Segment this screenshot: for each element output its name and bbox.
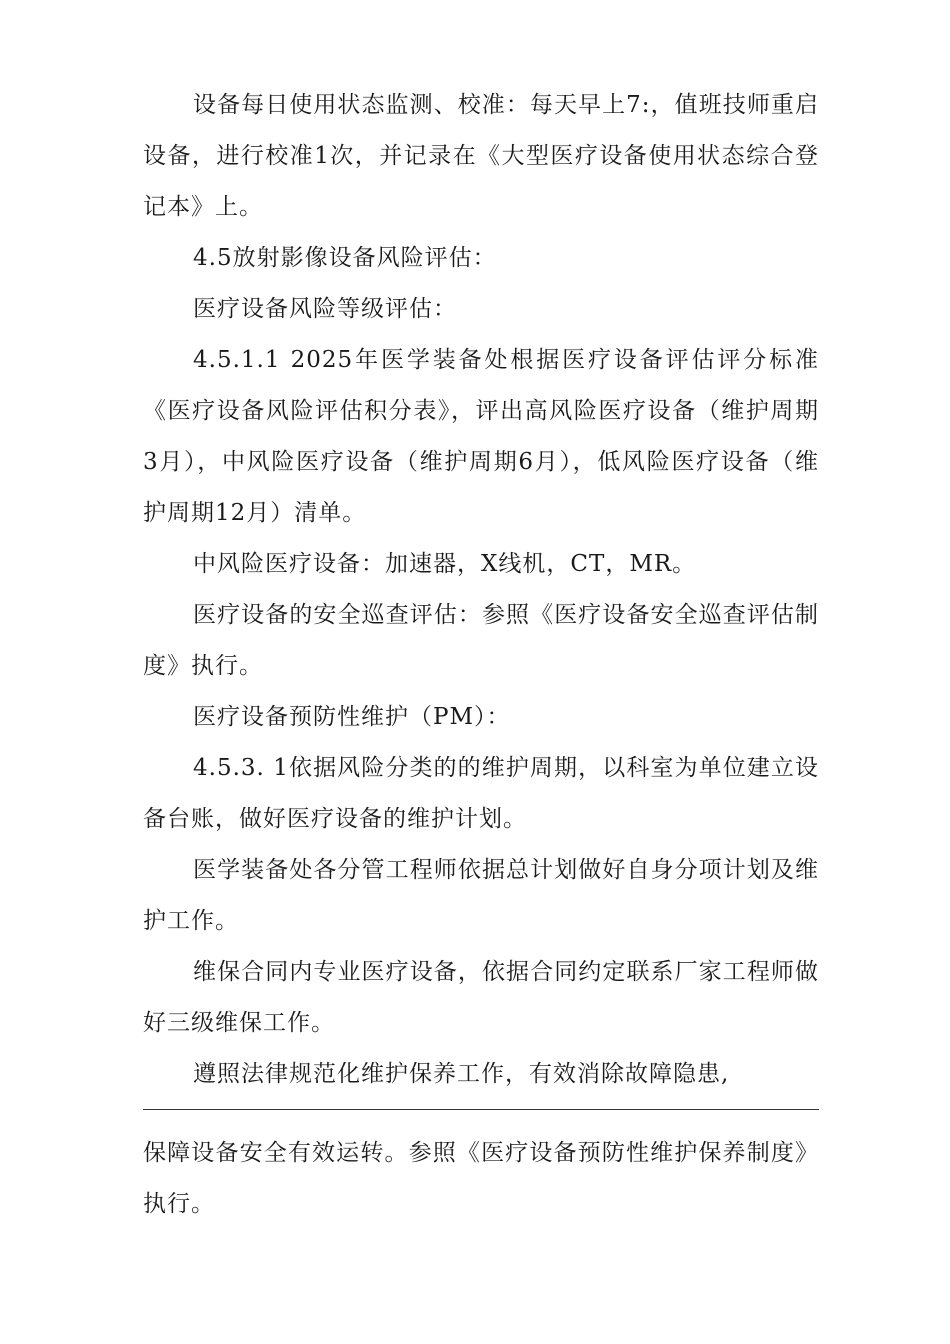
paragraph-engineer-plan: 医学装备处各分管工程师依据总计划做好自身分项计划及维护工作。 (143, 857, 819, 934)
paragraph-legal-maintenance: 遵照法律规范化维护保养工作，有效消除故障隐患, (193, 1061, 730, 1087)
subheading-preventive-maintenance: 医疗设备预防性维护（PM）： (193, 704, 511, 730)
continuation-block (143, 1128, 819, 1230)
horizontal-divider (143, 1109, 819, 1110)
section-heading-risk-assessment: 4.5放射影像设备风险评估： (193, 245, 497, 271)
paragraph-daily-calibration: 设备每日使用状态监测、校准：每天早上7:，值班技师重启设备，进行校准1次，并记录在《大型医疗设备使用状态综合登记本》上。 (143, 92, 819, 220)
paragraph-maintenance-plan: 4.5.3. 1依据风险分类的的维护周期，以科室为单位建立设备台账，做好医疗设备的维护计划。 (143, 755, 819, 832)
subheading-risk-level: 医疗设备风险等级评估： (193, 296, 457, 322)
document-body (143, 80, 819, 1100)
paragraph-continuation: 保障设备安全有效运转。参照《医疗设备预防性维护保养制度》执行。 (143, 1140, 819, 1217)
paragraph-safety-inspection: 医疗设备的安全巡查评估：参照《医疗设备安全巡查评估制度》执行。 (143, 602, 819, 679)
paragraph-contract-maintenance: 维保合同内专业医疗设备，依据合同约定联系厂家工程师做好三级维保工作。 (143, 959, 819, 1036)
paragraph-medium-risk-devices: 中风险医疗设备：加速器，X线机，CT，MR。 (193, 551, 697, 577)
paragraph-risk-levels: 4.5.1.1 2025年医学装备处根据医疗设备评估评分标准《医疗设备风险评估积分表》，评出高风险医疗设备（维护周期3月），中风险医疗设备（维护周期6月），低风险医疗设备（维护周期12月）清单。 (143, 347, 819, 526)
